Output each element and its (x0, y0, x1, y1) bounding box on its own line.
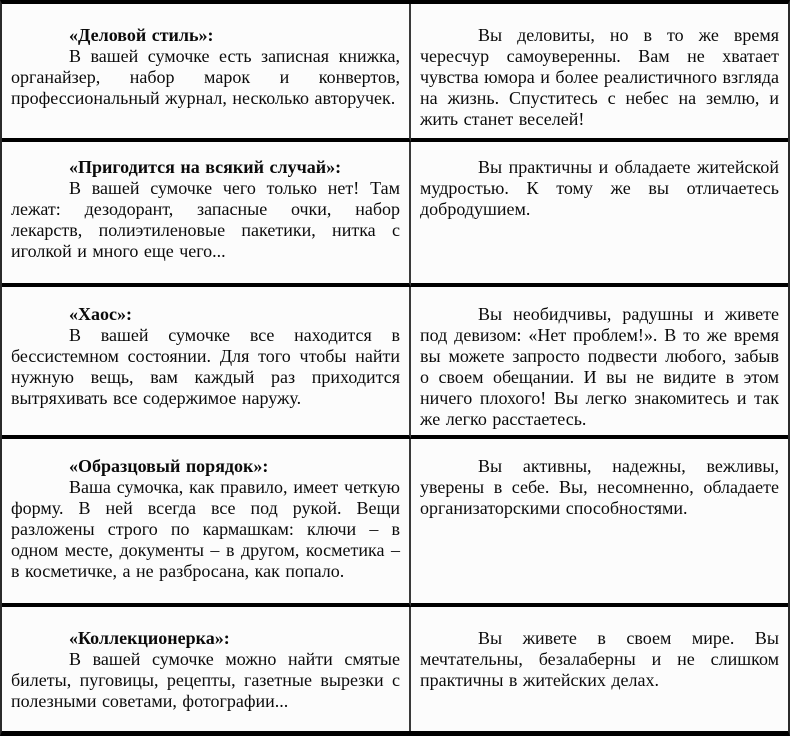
personality-text: Вы активны, надежны, вежливы, уверены в себе. Вы, несомненно, обладаете организаторскими способностями. (420, 456, 779, 518)
personality-cell (411, 4, 788, 142)
bag-style-cell (2, 4, 411, 142)
bag-style-title: «Образцовый порядок»: (69, 456, 269, 476)
table-row (2, 607, 788, 731)
bag-style-cell (2, 287, 411, 439)
bag-style-cell (2, 142, 411, 287)
table-row (2, 4, 788, 142)
personality-text: Вы деловиты, но в то же время чересчур самоуверенны. Вам не хватает чувства юмора и более реалистичного взгляда на жизнь. Спуститесь с небес на землю, и жить станет веселей! (420, 25, 779, 129)
bag-style-cell (2, 607, 411, 731)
table-row (2, 287, 788, 439)
personality-cell (411, 439, 788, 607)
bag-contents-text: В вашей сумочке чего только нет! Там лежат: дезодорант, запасные очки, набор лекарств, полиэтиленовые пакетики, нитка с иголкой и много еще чего... (11, 178, 400, 261)
bag-style-title: «Пригодится на всякий случай»: (69, 157, 342, 177)
bag-contents-text: В вашей сумочке можно найти смятые билеты, пуговицы, рецепты, газетные вырезки с полезными советами, фотографии... (11, 649, 400, 711)
bag-contents-text: В вашей сумочке все находится в бессистемном состоянии. Для того чтобы найти нужную вещь, вам каждый раз приходится вытряхивать все содержимое наружу. (11, 325, 400, 408)
bag-style-title: «Деловой стиль»: (69, 25, 214, 45)
personality-text: Вы живете в своем мире. Вы мечтательны, безалаберны и не слишком практичны в житейских делах. (420, 628, 779, 690)
personality-cell (411, 287, 788, 439)
bag-style-title: «Хаос»: (69, 304, 132, 324)
personality-cell (411, 607, 788, 731)
bag-contents-text: В вашей сумочке есть записная книжка, органайзер, набор марок и конвертов, профессиональный журнал, несколько авторучек. (11, 46, 400, 108)
table-row (2, 439, 788, 607)
table-row (2, 142, 788, 287)
bag-style-cell (2, 439, 411, 607)
bag-contents-text: Ваша сумочка, как правило, имеет четкую форму. В ней всегда все под рукой. Вещи разложены строго по кармашкам: ключи – в одном месте, документы – в другом, косметика – в косметичке, а не разбросана, как попало. (11, 477, 400, 581)
personality-text: Вы практичны и обладаете житейской мудростью. К тому же вы отличаетесь добродушием. (420, 157, 779, 219)
personality-text: Вы необидчивы, радушны и живете под девизом: «Нет проблем!». В то же время вы можете запросто подвести любого, забыв о своем обещании. И вы не видите в этом ничего плохого! Вы легко знакомитесь и так же легко расстаетесь. (420, 304, 779, 429)
personality-cell (411, 142, 788, 287)
bag-style-title: «Коллекционерка»: (69, 628, 230, 648)
